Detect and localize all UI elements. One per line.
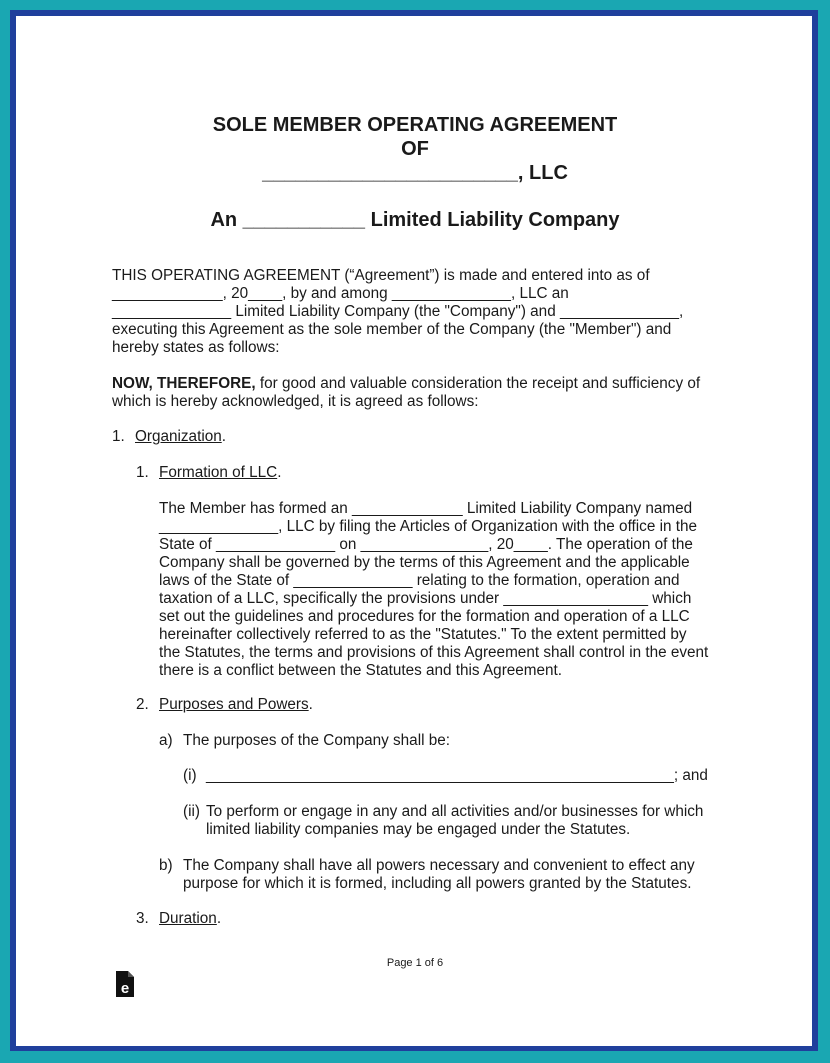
now-therefore-rest: for good and valuable consideration the receipt and sufficiency of [255, 375, 701, 392]
intro-line: executing this Agreement as the sole member of the Company (the "Member") and [112, 321, 672, 338]
formation-line: Company shall be governed by the terms of this Agreement and the applicable [159, 554, 690, 571]
subsection-number: 2. [136, 696, 149, 713]
page-number: Page 1 of 6 [386, 957, 444, 969]
item-label-ii: (ii) [183, 803, 200, 820]
intro-line: hereby states as follows: [112, 339, 280, 356]
item-text-ii-line: To perform or engage in any and all activities and/or businesses for which [206, 803, 704, 820]
formation-line: the Statutes, the terms and provisions of this Agreement shall control in the event [159, 644, 709, 661]
item-text-b-line: purpose for which it is formed, including all powers granted by the Statutes. [183, 875, 692, 892]
item-label-a: a) [159, 732, 173, 749]
intro-line: _____________, 20____, by and among ______________, LLC an [112, 285, 569, 302]
formation-line: The Member has formed an _____________ Limited Liability Company named [159, 500, 693, 517]
logo-letter: e [120, 980, 130, 997]
subsection-heading-period: . [277, 464, 282, 481]
item-label-b: b) [159, 857, 173, 874]
document-title-llc: _______________________, LLC [262, 162, 568, 184]
subsection-heading-purposes [159, 696, 313, 714]
item-text-b-line: The Company shall have all powers necessary and convenient to effect any [183, 857, 695, 874]
formation-line: hereinafter collectively referred to as the "Statutes." To the extent permitted by [159, 626, 687, 643]
document-title: SOLE MEMBER OPERATING AGREEMENT [212, 114, 618, 136]
subsection-heading-text: Formation of LLC [159, 464, 278, 481]
section-number: 1. [112, 428, 125, 445]
document-subtitle: An ___________ Limited Liability Company [210, 209, 620, 231]
formation-line: there is a conflict between the Statutes and this Agreement. [159, 662, 563, 679]
now-therefore-line: which is hereby acknowledged, it is agreed as follows: [112, 393, 479, 410]
item-text-a: The purposes of the Company shall be: [183, 732, 451, 749]
formation-line: taxation of a LLC, specifically the provisions under _________________ which [159, 590, 692, 607]
now-therefore-bold: NOW, THEREFORE, [112, 375, 256, 392]
subsection-heading-text: Duration [159, 910, 217, 927]
formation-line: set out the guidelines and procedures for the formation and operation of a LLC [159, 608, 690, 625]
section-heading-organization [135, 428, 226, 446]
formation-line: ______________, LLC by filing the Articles of Organization with the office in the [159, 518, 698, 535]
subsection-heading-duration [159, 910, 221, 928]
document-logo-icon [114, 970, 136, 998]
item-label-i: (i) [183, 767, 197, 784]
intro-line: ______________ Limited Liability Company (the "Company") and ______________, [112, 303, 684, 320]
formation-line: State of ______________ on _______________, 20____. The operation of the [159, 536, 693, 553]
subsection-heading-period: . [308, 696, 313, 713]
section-heading-text: Organization [135, 428, 222, 445]
subsection-number: 3. [136, 910, 149, 927]
subsection-heading-text: Purposes and Powers [159, 696, 309, 713]
document-title-of: OF [401, 138, 429, 160]
subsection-number: 1. [136, 464, 149, 481]
item-text-ii-line: limited liability companies may be engaged under the Statutes. [206, 821, 631, 838]
now-therefore-line [112, 375, 700, 393]
formation-line: laws of the State of ______________ relating to the formation, operation and [159, 572, 680, 589]
subsection-heading-formation [159, 464, 281, 482]
intro-line: THIS OPERATING AGREEMENT (“Agreement”) is made and entered into as of [112, 267, 650, 284]
subsection-heading-period: . [216, 910, 222, 927]
item-text-i: _______________________________________________________; and [206, 767, 708, 784]
section-heading-period: . [221, 428, 226, 445]
